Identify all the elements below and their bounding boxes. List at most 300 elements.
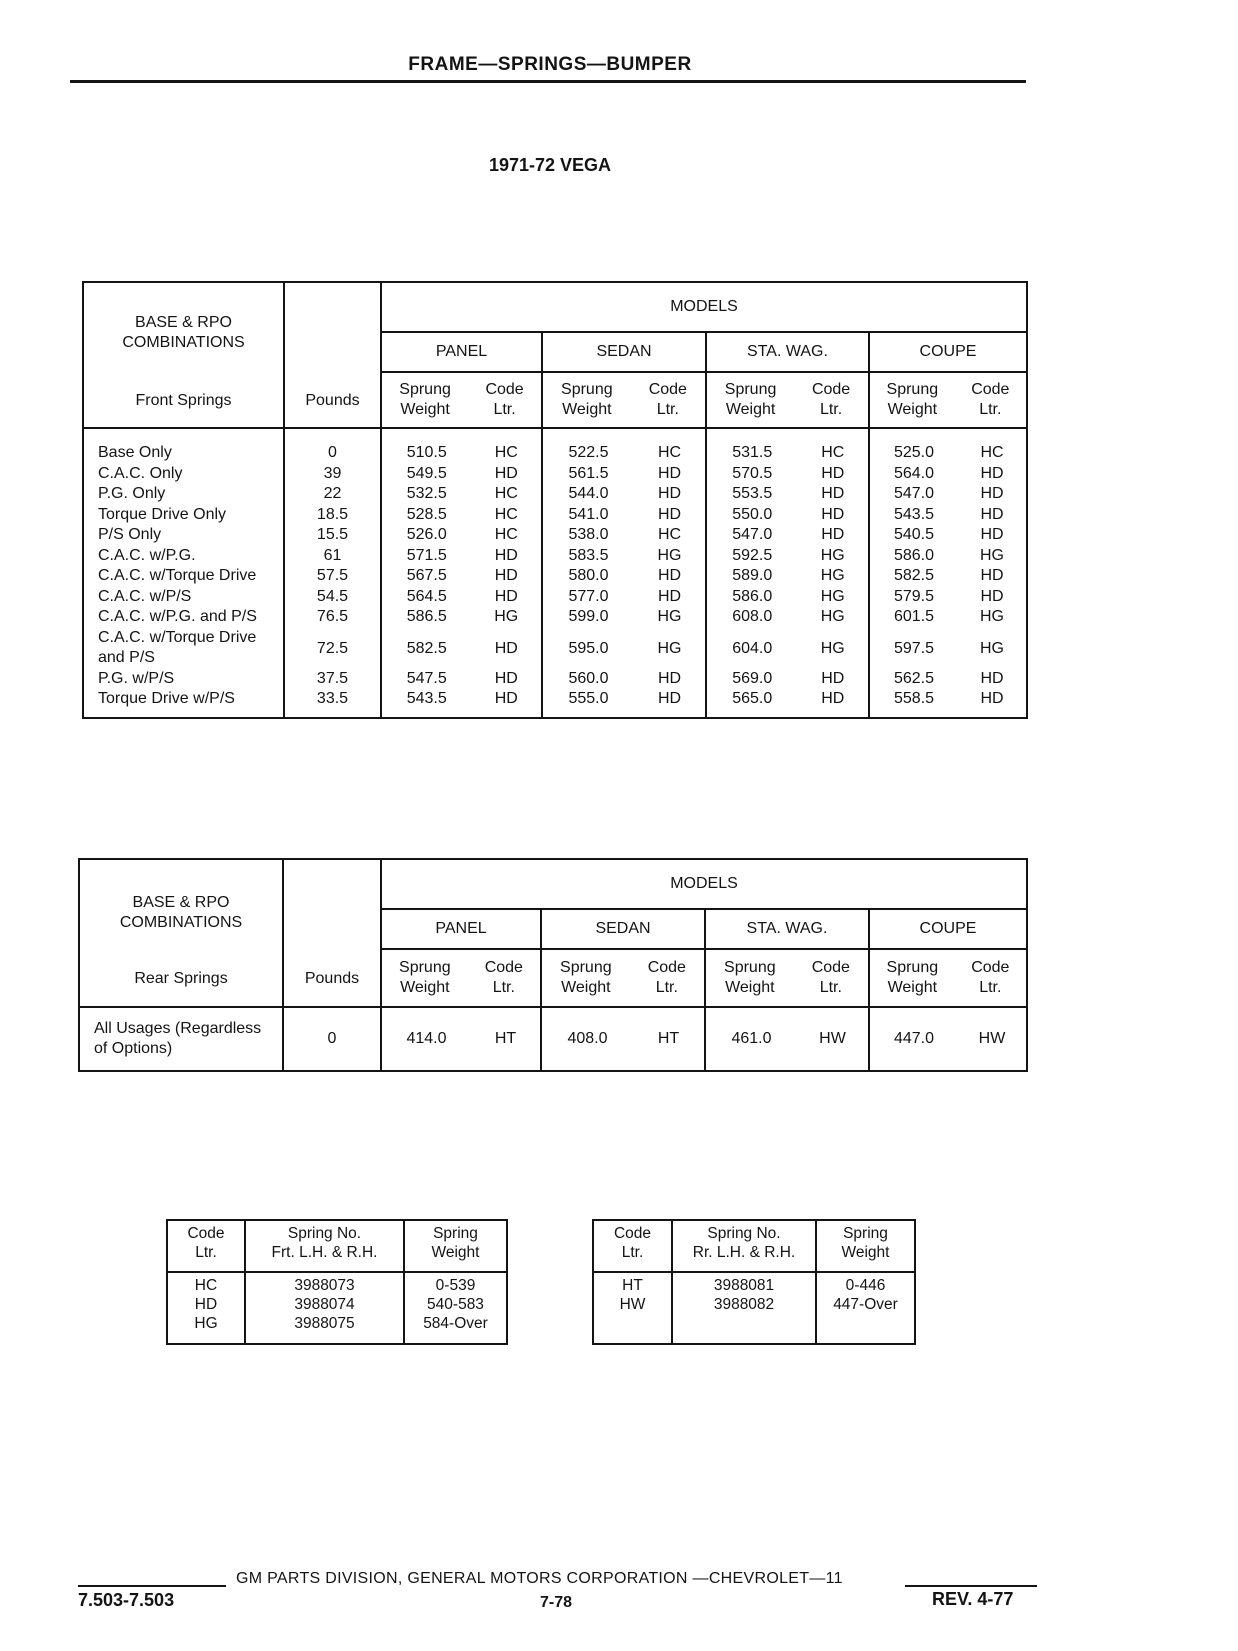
- code-letter: HG: [820, 608, 845, 625]
- front-row-values: [870, 484, 1026, 505]
- sprung-label: Sprung: [561, 381, 613, 398]
- sprung-label: Sprung: [399, 959, 451, 976]
- front-row-desc: C.A.C. w/P.G.: [98, 546, 196, 564]
- rear-code-column: [593, 1272, 672, 1344]
- rear-sedan-cell: [541, 1007, 705, 1071]
- code-header-line1: Code: [187, 1225, 225, 1242]
- front-row-values: [870, 525, 1026, 546]
- front-row-pounds: 61: [323, 546, 342, 564]
- sprung-weight: 562.5: [893, 669, 935, 687]
- sprung-weight: 582.5: [893, 567, 935, 584]
- front-row-values: [543, 669, 705, 690]
- front-row-values: [707, 484, 868, 505]
- weight-label: Weight: [400, 979, 450, 996]
- sprung-weight: 601.5: [893, 608, 935, 625]
- front-spring-no-column: [245, 1272, 404, 1344]
- code-ltr-header: [167, 1220, 245, 1272]
- front-row-values: [543, 484, 705, 505]
- rear-pounds-cell: 0: [283, 1007, 381, 1071]
- spring-weight-range: 0-446: [845, 1277, 886, 1294]
- code-letter: HD: [821, 464, 845, 482]
- header-rule: [70, 80, 1026, 83]
- rear-model-coupe: COUPE: [869, 909, 1027, 949]
- front-row-values: [870, 505, 1026, 526]
- front-subheader-sta-wag: [706, 372, 869, 428]
- front-row-pounds: 22: [323, 485, 342, 502]
- spring-weight-header-line2: Weight: [841, 1244, 890, 1261]
- spring-no-header-line2: Rr. L.H. & R.H.: [692, 1244, 796, 1261]
- front-row-values: [707, 443, 868, 464]
- front-row-values: [543, 443, 705, 464]
- code-letter: HC: [980, 444, 1004, 461]
- code-letter: HC: [194, 1277, 218, 1294]
- front-weight-column: [404, 1272, 507, 1344]
- sprung-weight: 447.0: [893, 1030, 935, 1047]
- sprung-weight: 604.0: [732, 639, 773, 657]
- sprung-weight: 592.5: [732, 546, 773, 564]
- sprung-weight: 567.5: [406, 567, 447, 584]
- sprung-weight: 565.0: [732, 690, 773, 707]
- sprung-weight: 522.5: [568, 444, 609, 461]
- sprung-weight: 553.5: [732, 485, 773, 502]
- front-row-values: [870, 546, 1026, 567]
- spring-weight-range: 0-539: [435, 1277, 476, 1294]
- front-row-values: [382, 443, 541, 464]
- front-row-desc: P/S Only: [98, 526, 162, 543]
- rear-models-label: MODELS: [670, 875, 738, 892]
- front-row-desc-line: C.A.C. w/Torque Drive and P/S: [98, 628, 257, 666]
- front-row-values: [382, 505, 541, 526]
- front-row-pounds: 57.5: [316, 567, 349, 584]
- ltr-label: Ltr.: [492, 979, 515, 996]
- front-row-values: [707, 525, 868, 546]
- rear-spring-code-table: [592, 1219, 916, 1345]
- sprung-weight: 538.0: [568, 526, 609, 543]
- front-row-pounds: 39: [323, 464, 342, 482]
- code-letter: HG: [820, 587, 845, 605]
- front-row-desc: C.A.C. w/P.G. and P/S: [98, 608, 257, 625]
- sprung-weight: 510.5: [406, 444, 447, 461]
- sprung-weight: 547.0: [732, 526, 773, 543]
- front-subheader-coupe: [869, 372, 1027, 428]
- front-corner-line1: BASE & RPO: [135, 314, 232, 331]
- spring-weight-header: [404, 1220, 507, 1272]
- front-row-values: [707, 464, 868, 485]
- code-letter: HD: [494, 669, 518, 687]
- front-row-values: [707, 628, 868, 669]
- front-row-values: [870, 566, 1026, 587]
- code-letter: HD: [980, 690, 1004, 707]
- weight-label: Weight: [887, 401, 938, 418]
- sprung-weight: 597.5: [893, 639, 935, 657]
- front-row-values: [707, 505, 868, 526]
- rear-weight-column: [816, 1272, 915, 1344]
- code-label: Code: [971, 381, 1010, 398]
- code-letter: HW: [819, 1030, 846, 1047]
- sprung-weight: 540.5: [893, 526, 935, 543]
- sprung-weight: 547.0: [893, 485, 935, 502]
- sprung-weight: 408.0: [567, 1030, 608, 1047]
- sprung-label: Sprung: [886, 381, 939, 398]
- front-model-coupe: COUPE: [869, 332, 1027, 372]
- code-letter: HD: [980, 567, 1004, 584]
- sprung-weight: 550.0: [732, 505, 773, 523]
- sprung-label: Sprung: [560, 959, 612, 976]
- ltr-label: Ltr.: [493, 401, 516, 418]
- rear-corner-line2: COMBINATIONS: [119, 913, 243, 931]
- sprung-weight: 525.0: [893, 444, 935, 461]
- code-letter: HD: [494, 639, 518, 657]
- rear-desc-cell: [79, 1007, 283, 1071]
- sprung-weight: 541.0: [568, 505, 609, 523]
- spring-part-number: 3988082: [713, 1296, 775, 1313]
- footer-page-number: 7-78: [540, 1594, 573, 1611]
- sprung-weight: 543.5: [893, 505, 935, 523]
- footer-revision: REV. 4-77: [932, 1589, 1014, 1609]
- sprung-weight: 586.0: [893, 546, 935, 564]
- front-row-desc: C.A.C. w/Torque Drive: [98, 567, 257, 584]
- front-row-desc: [98, 628, 283, 669]
- front-row-values: [382, 484, 541, 505]
- code-letter: HG: [657, 608, 682, 625]
- front-row-values: [870, 689, 1026, 710]
- weight-label: Weight: [887, 979, 938, 996]
- front-row-values: [543, 464, 705, 485]
- front-model-sta-wag: STA. WAG.: [706, 332, 869, 372]
- spring-weight-header-line2: Weight: [431, 1244, 480, 1261]
- footer-section-number: 7.503-7.503: [78, 1590, 175, 1610]
- front-models-header: [381, 282, 1027, 332]
- sprung-weight: 569.0: [732, 669, 773, 687]
- ltr-label: Ltr.: [655, 979, 678, 996]
- front-row-pounds: 0: [328, 444, 337, 461]
- sprung-weight: 555.0: [568, 690, 609, 707]
- sprung-label: Sprung: [399, 381, 451, 398]
- front-row-values: [707, 607, 868, 628]
- sprung-label: Sprung: [724, 381, 777, 398]
- front-models-label: MODELS: [670, 298, 738, 315]
- code-label: Code: [647, 959, 686, 976]
- code-letter: HG: [980, 639, 1004, 657]
- sprung-weight: 543.5: [406, 690, 447, 707]
- code-letter: HD: [821, 526, 845, 543]
- front-row-values: [707, 566, 868, 587]
- code-label: Code: [811, 381, 851, 398]
- code-letter: HW: [619, 1296, 646, 1313]
- rear-desc-line2: of Options): [94, 1040, 173, 1057]
- code-letter: HG: [657, 639, 682, 657]
- code-header-line1: Code: [613, 1225, 652, 1242]
- front-row-values: [707, 669, 868, 690]
- front-code-column: [167, 1272, 245, 1344]
- code-letter: HD: [494, 690, 518, 707]
- code-letter: HD: [980, 485, 1004, 502]
- ltr-label: Ltr.: [819, 979, 842, 996]
- front-corner-line2: COMBINATIONS: [122, 334, 245, 351]
- front-row-values: [543, 525, 705, 546]
- code-label: Code: [484, 959, 523, 976]
- sprung-weight: 461.0: [731, 1030, 772, 1047]
- front-panel-column: [381, 428, 542, 718]
- front-section-label: Front Springs: [135, 392, 232, 409]
- code-letter: HG: [194, 1315, 218, 1332]
- front-pounds-header: [284, 282, 381, 428]
- rear-data-row: [79, 1007, 1027, 1071]
- front-row-values: [382, 566, 541, 587]
- rear-subheader-sedan: [541, 949, 705, 1007]
- weight-label: Weight: [561, 979, 611, 996]
- front-row-values: [543, 628, 705, 669]
- code-letter: HD: [821, 669, 845, 687]
- spring-weight-header-line1: Spring: [843, 1225, 888, 1242]
- front-row-pounds: 15.5: [316, 526, 349, 543]
- front-row-values: [870, 443, 1026, 464]
- code-letter: HD: [821, 485, 845, 502]
- code-letter: HT: [622, 1277, 643, 1294]
- ltr-label: Ltr.: [979, 401, 1002, 418]
- sprung-weight: 564.0: [893, 464, 935, 482]
- code-letter: HD: [194, 1296, 218, 1313]
- code-letter: HG: [820, 567, 845, 584]
- front-coupe-column: [869, 428, 1027, 718]
- rear-springs-table: [78, 858, 1028, 1072]
- code-letter: HC: [494, 444, 518, 461]
- front-row-pounds: 76.5: [316, 608, 349, 625]
- sprung-weight: 583.5: [568, 546, 609, 564]
- front-row-values: [543, 587, 705, 608]
- rear-subheader-sta-wag: [705, 949, 869, 1007]
- front-row-desc: C.A.C. w/P/S: [98, 587, 192, 605]
- rear-model-sedan: SEDAN: [541, 909, 705, 949]
- code-letter: HD: [494, 546, 518, 564]
- rear-model-sta-wag: STA. WAG.: [705, 909, 869, 949]
- code-letter: HD: [657, 587, 682, 605]
- sprung-weight: 599.0: [568, 608, 609, 625]
- front-pounds-label: Pounds: [305, 392, 360, 409]
- spring-no-header-line1: Spring No.: [707, 1225, 781, 1242]
- code-header-line2: Ltr.: [621, 1244, 644, 1261]
- spring-weight-range: 447-Over: [833, 1296, 898, 1313]
- rear-pounds-header: [283, 859, 381, 1007]
- front-row-pounds: 54.5: [316, 587, 349, 605]
- sprung-label: Sprung: [886, 959, 939, 976]
- front-row-desc: Torque Drive w/P/S: [98, 690, 235, 707]
- code-label: Code: [811, 959, 850, 976]
- code-ltr-header: [593, 1220, 672, 1272]
- front-corner-header: [83, 282, 284, 428]
- sprung-label: Sprung: [724, 959, 776, 976]
- front-row-values: [707, 546, 868, 567]
- code-letter: HG: [980, 608, 1004, 625]
- spring-no-header-line1: Spring No.: [287, 1225, 362, 1242]
- sprung-weight: 595.0: [568, 639, 609, 657]
- front-row-values: [382, 628, 541, 669]
- front-row-pounds: 37.5: [316, 669, 349, 687]
- code-letter: HD: [657, 669, 682, 687]
- code-header-line2: Ltr.: [195, 1244, 217, 1261]
- code-letter: HC: [494, 526, 518, 543]
- code-letter: HG: [980, 546, 1004, 564]
- page-subtitle: 1971-72 VEGA: [488, 155, 612, 175]
- ltr-label: Ltr.: [819, 401, 843, 418]
- code-letter: HD: [980, 505, 1004, 523]
- footer-rule-left: [78, 1585, 226, 1587]
- code-label: Code: [971, 959, 1010, 976]
- front-sta-wag-column: [706, 428, 869, 718]
- front-pounds-column: [284, 428, 381, 718]
- spring-weight-range: 584-Over: [423, 1315, 488, 1332]
- front-row-values: [382, 546, 541, 567]
- spring-weight-header-line1: Spring: [433, 1225, 478, 1242]
- code-letter: HD: [657, 485, 682, 502]
- rear-spring-no-column: [672, 1272, 816, 1344]
- sprung-weight: 558.5: [893, 690, 935, 707]
- code-letter: HC: [657, 526, 682, 543]
- footer-company: GM PARTS DIVISION, GENERAL MOTORS CORPORATION —CHEVROLET—11: [236, 1570, 843, 1587]
- front-row-desc: Torque Drive Only: [98, 505, 227, 523]
- weight-label: Weight: [400, 401, 450, 418]
- front-row-values: [870, 628, 1026, 669]
- code-letter: HC: [821, 444, 845, 461]
- front-row-desc: C.A.C. Only: [98, 464, 183, 482]
- sprung-weight: 560.0: [568, 669, 609, 687]
- code-letter: HD: [657, 690, 682, 707]
- sprung-weight: 608.0: [732, 608, 773, 625]
- front-row-values: [382, 525, 541, 546]
- code-letter: HG: [657, 546, 682, 564]
- spring-no-header-line2: Frt. L.H. & R.H.: [271, 1244, 378, 1261]
- weight-label: Weight: [562, 401, 612, 418]
- sprung-weight: 547.5: [406, 669, 447, 687]
- front-row-values: [543, 607, 705, 628]
- rear-corner-line1: BASE & RPO: [132, 893, 230, 911]
- rear-desc-line1: All Usages (Regardless: [94, 1020, 262, 1037]
- front-row-values: [543, 505, 705, 526]
- rear-model-panel: PANEL: [381, 909, 541, 949]
- code-letter: HD: [657, 505, 682, 523]
- code-letter: HT: [494, 1030, 517, 1047]
- front-row-values: [870, 607, 1026, 628]
- sprung-weight: 586.5: [406, 608, 447, 625]
- code-letter: HG: [820, 639, 845, 657]
- spring-no-header: [672, 1220, 816, 1272]
- rear-pounds-label: Pounds: [304, 970, 360, 987]
- front-row-values: [870, 669, 1026, 690]
- sprung-weight: 549.5: [406, 464, 447, 482]
- front-row-values: [870, 464, 1026, 485]
- rear-panel-cell: [381, 1007, 541, 1071]
- front-spring-code-table: [166, 1219, 508, 1345]
- code-letter: HD: [980, 587, 1004, 605]
- rear-subheader-panel: [381, 949, 541, 1007]
- spring-part-number: 3988073: [294, 1277, 355, 1294]
- ltr-label: Ltr.: [656, 401, 679, 418]
- front-subheader-sedan: [542, 372, 706, 428]
- code-letter: HC: [657, 444, 682, 461]
- weight-label: Weight: [725, 401, 776, 418]
- sprung-weight: 577.0: [568, 587, 609, 605]
- spring-part-number: 3988074: [294, 1296, 355, 1313]
- code-letter: HD: [980, 464, 1004, 482]
- sprung-weight: 582.5: [406, 639, 447, 657]
- rear-corner-header: [79, 859, 283, 1007]
- spring-part-number: 3988081: [713, 1277, 775, 1294]
- page-title: FRAME—SPRINGS—BUMPER: [408, 54, 692, 75]
- code-letter: HD: [494, 587, 518, 605]
- front-row-values: [382, 669, 541, 690]
- code-letter: HG: [820, 546, 845, 564]
- sprung-weight: 526.0: [406, 526, 447, 543]
- spring-weight-range: 540-583: [427, 1296, 484, 1313]
- code-letter: HC: [494, 485, 518, 502]
- sprung-weight: 414.0: [406, 1030, 447, 1047]
- sprung-weight: 544.0: [568, 485, 609, 502]
- front-row-pounds: 33.5: [316, 690, 349, 707]
- front-row-values: [382, 607, 541, 628]
- spring-no-header: [245, 1220, 404, 1272]
- spring-weight-header: [816, 1220, 915, 1272]
- code-label: Code: [485, 381, 524, 398]
- sprung-weight: 589.0: [732, 567, 773, 584]
- front-row-values: [382, 689, 541, 710]
- front-row-values: [382, 464, 541, 485]
- rear-sta-wag-cell: [705, 1007, 869, 1071]
- spring-part-number: 3988075: [294, 1315, 355, 1332]
- sprung-weight: 528.5: [406, 505, 447, 523]
- rear-subheader-coupe: [869, 949, 1027, 1007]
- front-row-desc: P.G. Only: [98, 485, 166, 502]
- front-row-values: [543, 566, 705, 587]
- rear-section-label: Rear Springs: [134, 969, 228, 987]
- front-row-pounds: 18.5: [316, 505, 349, 523]
- weight-label: Weight: [725, 979, 775, 996]
- front-row-values: [543, 546, 705, 567]
- sprung-weight: 564.5: [406, 587, 447, 605]
- code-letter: HD: [657, 464, 682, 482]
- code-letter: HD: [821, 505, 845, 523]
- code-letter: HD: [821, 690, 845, 707]
- front-row-values: [543, 689, 705, 710]
- sprung-weight: 531.5: [732, 444, 773, 461]
- rear-models-header: [381, 859, 1027, 909]
- code-letter: HC: [494, 505, 518, 523]
- front-row-values: [870, 587, 1026, 608]
- sprung-weight: 570.5: [732, 464, 773, 482]
- code-letter: HD: [494, 567, 518, 584]
- front-row-values: [707, 689, 868, 710]
- front-springs-table: [82, 281, 1028, 719]
- sprung-weight: 586.0: [732, 587, 773, 605]
- code-letter: HG: [494, 608, 519, 625]
- code-letter: HT: [657, 1030, 680, 1047]
- front-model-sedan: SEDAN: [542, 332, 706, 372]
- rear-coupe-cell: [869, 1007, 1027, 1071]
- sprung-weight: 579.5: [893, 587, 935, 605]
- front-row-desc: P.G. w/P/S: [98, 669, 175, 687]
- code-letter: HD: [980, 669, 1004, 687]
- code-letter: HD: [494, 464, 518, 482]
- ltr-label: Ltr.: [979, 979, 1002, 996]
- sprung-weight: 571.5: [406, 546, 447, 564]
- code-letter: HD: [657, 567, 682, 584]
- code-label: Code: [648, 381, 687, 398]
- front-sedan-column: [542, 428, 706, 718]
- sprung-weight: 580.0: [568, 567, 609, 584]
- front-model-panel: PANEL: [381, 332, 542, 372]
- sprung-weight: 532.5: [406, 485, 447, 502]
- sprung-weight: 561.5: [568, 464, 609, 482]
- front-row-pounds: 72.5: [316, 639, 349, 657]
